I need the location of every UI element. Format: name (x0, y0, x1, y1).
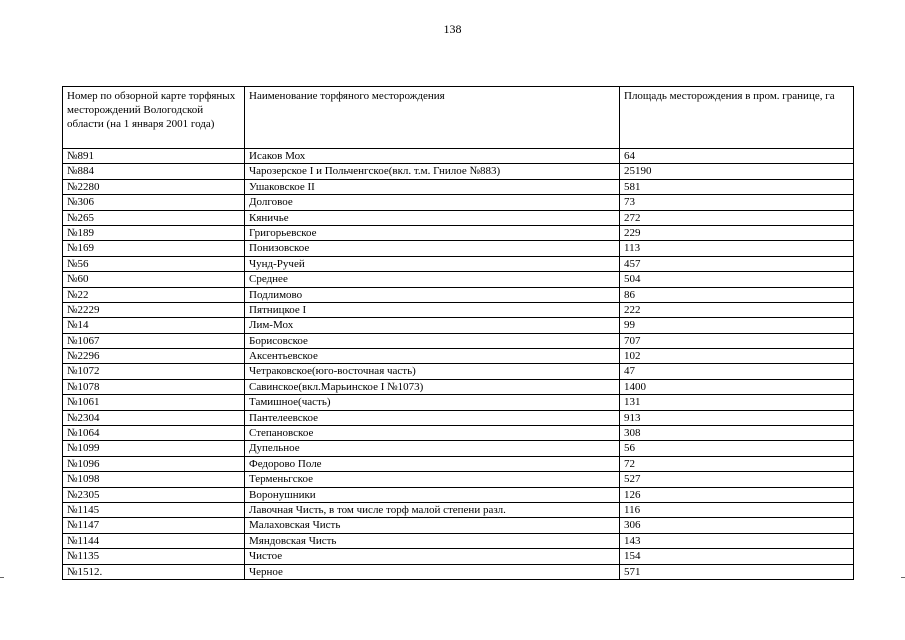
table-row (63, 287, 854, 302)
table-row (63, 441, 854, 456)
deposit-name-cell: Кяничье (245, 210, 620, 225)
deposit-name-cell: Степановское (245, 426, 620, 441)
deposit-name-cell: Тамишное(часть) (245, 395, 620, 410)
table-row (63, 164, 854, 179)
deposit-name-cell: Черное (245, 564, 620, 579)
map-number-cell: №1096 (63, 456, 245, 471)
map-number-cell: №265 (63, 210, 245, 225)
map-number-cell: №56 (63, 256, 245, 271)
deposit-name-cell: Четраковское(юго-восточная часть) (245, 364, 620, 379)
deposit-area-cell: 457 (620, 256, 854, 271)
map-number-cell: №189 (63, 225, 245, 240)
deposit-name-cell: Воронушники (245, 487, 620, 502)
deposit-name-cell: Лавочная Чисть, в том числе торф малой степени разл. (245, 502, 620, 517)
header-map-number: Номер по обзорной карте торфяных месторождений Вологодской области (на 1 января 2001 года) (63, 87, 245, 149)
deposit-name-cell: Пантелеевское (245, 410, 620, 425)
map-number-cell: №1072 (63, 364, 245, 379)
deposit-area-cell: 64 (620, 149, 854, 164)
map-number-cell: №2296 (63, 349, 245, 364)
deposit-area-cell: 308 (620, 426, 854, 441)
deposit-area-cell: 143 (620, 533, 854, 548)
table-row (63, 195, 854, 210)
deposit-area-cell: 25190 (620, 164, 854, 179)
deposit-area-cell: 126 (620, 487, 854, 502)
table-row (63, 502, 854, 517)
table-row (63, 456, 854, 471)
map-number-cell: №1144 (63, 533, 245, 548)
map-number-cell: №2280 (63, 179, 245, 194)
page-number: 138 (443, 22, 462, 36)
map-number-cell: №169 (63, 241, 245, 256)
table-row (63, 472, 854, 487)
deposit-name-cell: Среднее (245, 272, 620, 287)
table-row (63, 241, 854, 256)
deposit-name-cell: Савинское(вкл.Марьинское I №1073) (245, 379, 620, 394)
table-row (63, 426, 854, 441)
map-number-cell: №22 (63, 287, 245, 302)
deposit-name-cell: Подлимово (245, 287, 620, 302)
deposit-area-cell: 504 (620, 272, 854, 287)
table-row (63, 210, 854, 225)
map-number-cell: №2304 (63, 410, 245, 425)
map-number-cell: №306 (63, 195, 245, 210)
edge-mark-right (901, 577, 905, 578)
map-number-cell: №891 (63, 149, 245, 164)
header-deposit-name: Наименование торфяного месторождения (245, 87, 620, 149)
table-row (63, 302, 854, 317)
deposit-name-cell: Ушаковское II (245, 179, 620, 194)
deposit-area-cell: 47 (620, 364, 854, 379)
map-number-cell: №1145 (63, 502, 245, 517)
deposit-name-cell: Федорово Поле (245, 456, 620, 471)
table-body (63, 149, 854, 580)
deposit-area-cell: 131 (620, 395, 854, 410)
deposit-name-cell: Григорьевское (245, 225, 620, 240)
deposit-area-cell: 86 (620, 287, 854, 302)
table-row (63, 379, 854, 394)
deposit-name-cell: Чарозерское I и Польченгское(вкл. т.м. Гнилое №883) (245, 164, 620, 179)
table-header (63, 87, 854, 149)
deposit-name-cell: Исаков Мох (245, 149, 620, 164)
deposit-name-cell: Аксентьевское (245, 349, 620, 364)
map-number-cell: №14 (63, 318, 245, 333)
table-row (63, 564, 854, 579)
map-number-cell: №60 (63, 272, 245, 287)
deposit-area-cell: 222 (620, 302, 854, 317)
map-number-cell: №1061 (63, 395, 245, 410)
table-row (63, 349, 854, 364)
table-row (63, 225, 854, 240)
map-number-cell: №1067 (63, 333, 245, 348)
table-row (63, 533, 854, 548)
deposit-area-cell: 571 (620, 564, 854, 579)
peat-deposits-table (62, 86, 854, 580)
map-number-cell: №1078 (63, 379, 245, 394)
deposit-area-cell: 272 (620, 210, 854, 225)
map-number-cell: №2229 (63, 302, 245, 317)
table-row (63, 549, 854, 564)
map-number-cell: №884 (63, 164, 245, 179)
deposit-name-cell: Терменьгское (245, 472, 620, 487)
table-row (63, 364, 854, 379)
table-row (63, 179, 854, 194)
table-row (63, 333, 854, 348)
map-number-cell: №1099 (63, 441, 245, 456)
table-row (63, 410, 854, 425)
header-row (63, 87, 854, 149)
deposit-name-cell: Малаховская Чисть (245, 518, 620, 533)
deposit-area-cell: 527 (620, 472, 854, 487)
deposit-area-cell: 72 (620, 456, 854, 471)
deposit-area-cell: 56 (620, 441, 854, 456)
deposit-name-cell: Дупельное (245, 441, 620, 456)
map-number-cell: №2305 (63, 487, 245, 502)
deposit-name-cell: Чунд-Ручей (245, 256, 620, 271)
map-number-cell: №1064 (63, 426, 245, 441)
table-row (63, 149, 854, 164)
deposit-area-cell: 306 (620, 518, 854, 533)
deposit-area-cell: 1400 (620, 379, 854, 394)
deposit-area-cell: 581 (620, 179, 854, 194)
edge-mark-left (0, 577, 4, 578)
deposit-name-cell: Долговое (245, 195, 620, 210)
deposit-name-cell: Лим-Мох (245, 318, 620, 333)
deposit-area-cell: 113 (620, 241, 854, 256)
deposit-name-cell: Пятницкое I (245, 302, 620, 317)
deposit-area-cell: 707 (620, 333, 854, 348)
table-row (63, 518, 854, 533)
map-number-cell: №1098 (63, 472, 245, 487)
deposit-area-cell: 116 (620, 502, 854, 517)
deposit-area-cell: 154 (620, 549, 854, 564)
header-deposit-area: Площадь месторождения в пром. границе, га (620, 87, 854, 149)
deposit-name-cell: Чистое (245, 549, 620, 564)
deposit-area-cell: 102 (620, 349, 854, 364)
table-row (63, 487, 854, 502)
map-number-cell: №1512. (63, 564, 245, 579)
deposit-name-cell: Мяндовская Чисть (245, 533, 620, 548)
deposit-area-cell: 913 (620, 410, 854, 425)
table-row (63, 318, 854, 333)
deposit-name-cell: Понизовское (245, 241, 620, 256)
map-number-cell: №1147 (63, 518, 245, 533)
deposit-name-cell: Борисовское (245, 333, 620, 348)
map-number-cell: №1135 (63, 549, 245, 564)
deposit-area-cell: 229 (620, 225, 854, 240)
table-row (63, 256, 854, 271)
deposit-area-cell: 99 (620, 318, 854, 333)
table-row (63, 272, 854, 287)
table-row (63, 395, 854, 410)
deposit-area-cell: 73 (620, 195, 854, 210)
